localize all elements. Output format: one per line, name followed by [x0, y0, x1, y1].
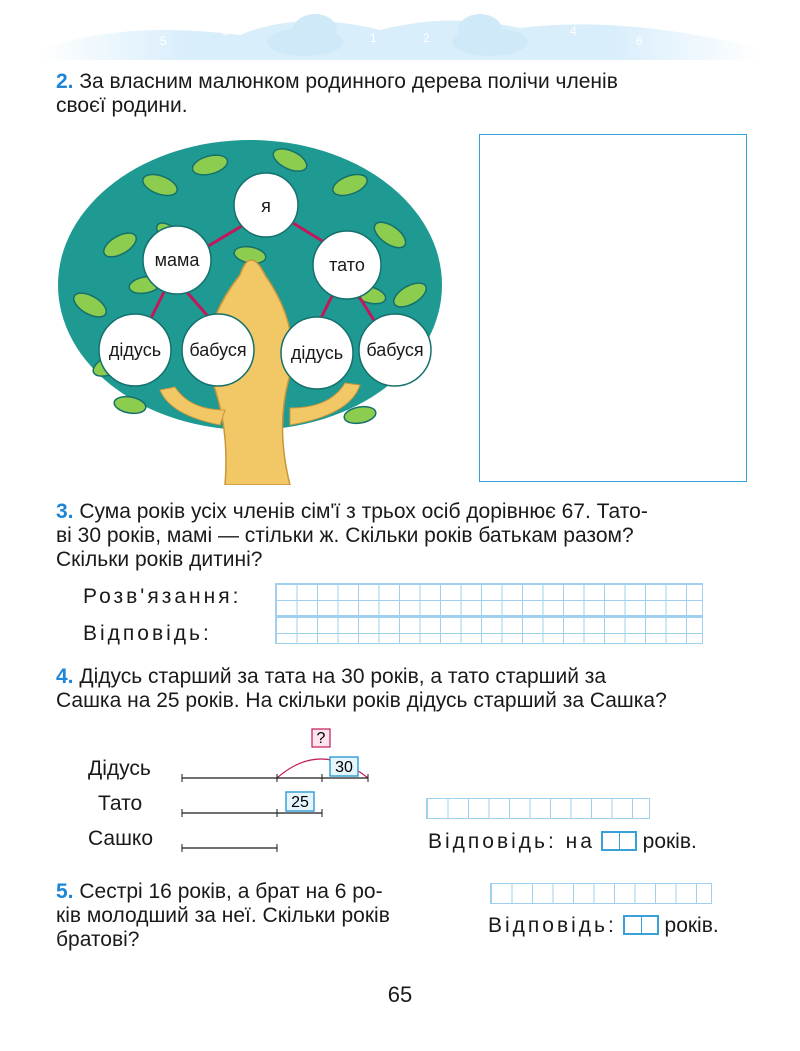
solution-label: Розв'язання: [83, 585, 242, 608]
task4-work-grid[interactable] [426, 798, 650, 819]
value-30: 30 [335, 759, 353, 776]
banner-digit: 4 [570, 24, 577, 38]
banner-digit: 1 [370, 31, 377, 45]
task-text: Сестрі 16 років, а брат на 6 ро- [79, 880, 383, 903]
header-banner [0, 0, 800, 60]
row-label-tato: Тато [98, 792, 143, 815]
member-label-ya: я [261, 196, 271, 216]
answer-grid[interactable] [275, 616, 703, 644]
member-label-tato: тато [329, 255, 365, 275]
value-25: 25 [291, 794, 309, 811]
answer-suffix: років. [642, 830, 697, 853]
row-label-sashko: Сашко [88, 827, 154, 850]
member-label-didus-1: дідусь [108, 340, 162, 360]
task4-answer [428, 830, 697, 854]
task-number: 4. [56, 665, 74, 688]
family-tree-illustration [50, 125, 450, 485]
task-3-text [56, 500, 756, 572]
task-text: Дідусь старший за тата на 30 років, а тато старший за [79, 665, 607, 688]
segment-diagram [170, 725, 390, 855]
banner-digit: 8 [690, 24, 697, 38]
member-label-babusia-2: бабуся [366, 340, 424, 360]
task-number: 2. [56, 70, 74, 93]
task-4-text [56, 665, 776, 713]
banner-digit: 3 [222, 24, 229, 38]
banner-digit: 0 [398, 14, 405, 28]
task-number: 3. [56, 500, 74, 523]
task5-work-grid[interactable] [490, 883, 712, 904]
answer-label: Відповідь: [83, 622, 212, 645]
task-text: братові? [56, 928, 140, 951]
task-text: своєї родини. [56, 94, 188, 117]
cloud-icon [452, 14, 528, 56]
task5-answer [488, 914, 719, 938]
question-mark: ? [316, 730, 326, 747]
answer-suffix: років. [664, 914, 719, 937]
banner-digit: 6 [636, 34, 643, 48]
page-number: 65 [387, 982, 413, 1007]
member-label-didus-2: дідусь [290, 343, 344, 363]
banner-digit: 2 [423, 31, 430, 45]
task-text: Сашка на 25 років. На скільки років дідусь старший за Сашка? [56, 689, 667, 712]
drawing-frame[interactable] [479, 134, 747, 482]
answer-input-box[interactable] [623, 915, 659, 935]
banner-digit: 7 [110, 24, 117, 38]
task-text: ків молодший за неї. Скільки років [56, 904, 390, 927]
task-text: За власним малюнком родинного дерева полічи членів [79, 70, 618, 93]
row-label-didus: Дідусь [88, 757, 151, 780]
answer-prefix: Відповідь: на [428, 830, 595, 853]
task-text: Скільки років дитині? [56, 548, 263, 571]
task-text: Сума років усіх членів сім'ї з трьох осіб дорівнює 67. Тато- [79, 500, 648, 523]
member-label-mama: мама [154, 250, 200, 270]
answer-prefix: Відповідь: [488, 914, 617, 937]
task-2-text [56, 70, 756, 118]
task-number: 5. [56, 880, 74, 903]
task-text: ві 30 років, мамі — стільки ж. Скільки років батькам разом? [56, 524, 634, 547]
banner-digit: 5 [160, 34, 167, 48]
cloud-icon [267, 14, 343, 56]
solution-grid[interactable] [275, 583, 703, 616]
member-label-babusia-1: бабуся [189, 340, 247, 360]
task-5-text [56, 880, 456, 952]
answer-input-box[interactable] [601, 831, 637, 851]
